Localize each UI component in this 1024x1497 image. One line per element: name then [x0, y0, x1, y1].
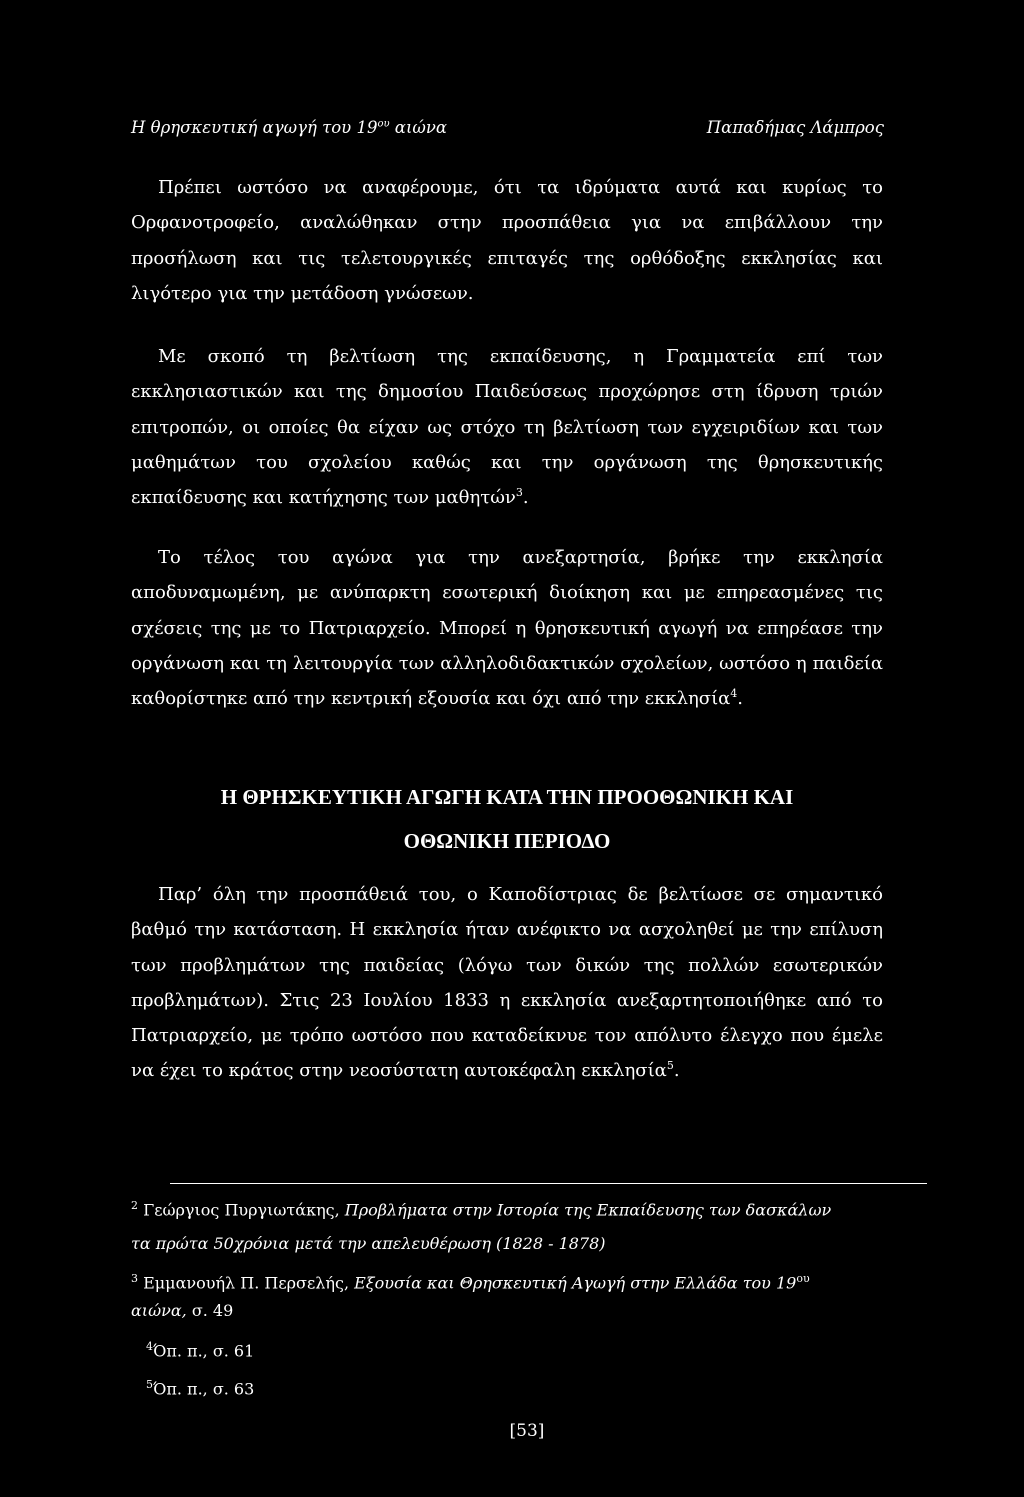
footnote-ref-3[interactable]: 3 [515, 486, 523, 500]
footnote-2-title: Προβλήματα στην Ιστορία της Εκπαίδευσης των δασκάλων [344, 1200, 832, 1220]
footnote-2-title-cont: τα πρώτα 50χρόνια μετά την απελευθέρωση (1828 - 1878) [131, 1234, 606, 1253]
paragraph-3 [131, 540, 883, 716]
footnote-separator [170, 1183, 927, 1184]
footnote-2-number: 2 [131, 1199, 138, 1212]
paragraph-2-end: . [522, 487, 529, 509]
footnote-5 [146, 1376, 906, 1398]
header-title-superscript: ου [377, 118, 390, 130]
section-heading-line-1: Η ΘΡΗΣΚΕΥΤΙΚΗ ΑΓΩΓΗ ΚΑΤΑ ΤΗΝ ΠΡΟΟΘΩΝΙΚΗ ΚΑΙ [220, 785, 794, 809]
footnote-2-continued [131, 1235, 891, 1253]
paragraph-4-text: Παρ’ όλη την προσπάθειά του, ο Καποδίστριας δε βελτίωσε σε σημαντικό βαθμό την κατάσταση. Η εκκλησία ήταν ανέφικτο να ασχοληθεί με την επίλυση των προβλημάτων της παιδείας (λόγω των δικών της πολλών εσωτερικών προβλημάτων). Στις 23 Ιουλίου 1833 η εκκλησία ανεξαρτητοποιήθηκε από το Πατριαρχείο, με τρόπο ωστόσο που καταδείκνυε τον απόλυτο έλεγχο που έμελε να έχει το κράτος στην νεοσύστατη αυτοκέφαλη εκκλησία [131, 884, 883, 1082]
paragraph-4-end: . [673, 1060, 680, 1082]
footnote-3-title: Εξουσία και Θρησκευτική Αγωγή στην Ελλάδα του 19 [354, 1273, 797, 1293]
header-title [131, 118, 447, 137]
footnote-4 [146, 1338, 906, 1360]
footnote-2 [131, 1197, 891, 1219]
paragraph-2 [131, 339, 883, 515]
section-heading-line-2: ΟΘΩΝΙΚΗ ΠΕΡΙΟΔΟ [403, 829, 611, 853]
footnote-3-author: Εμμανουήλ Π. Περσελής, [138, 1273, 355, 1293]
footnote-5-text: Όπ. π., σ. 63 [153, 1379, 255, 1399]
footnote-3-page: σ. 49 [186, 1301, 234, 1320]
footnote-4-text: Όπ. π., σ. 61 [153, 1341, 255, 1361]
footnote-ref-5[interactable]: 5 [666, 1059, 674, 1073]
footnote-4-number: 4 [146, 1340, 153, 1353]
footnote-3-continued [131, 1302, 891, 1320]
paragraph-1 [131, 170, 883, 311]
footnote-3-number: 3 [131, 1272, 138, 1285]
footnote-3 [131, 1270, 891, 1292]
header-title-suffix: αιώνα [389, 118, 448, 137]
footnote-5-number: 5 [146, 1378, 153, 1391]
footnote-ref-4[interactable]: 4 [730, 687, 738, 701]
footnote-3-title-superscript: ου [796, 1272, 810, 1285]
footnote-3-title-cont: αιώνα, [131, 1301, 187, 1320]
header-author: Παπαδήμας Λάμπρος [706, 118, 884, 137]
footnote-2-author: Γεώργιος Πυργιωτάκης, [138, 1200, 345, 1220]
paragraph-2-text: Με σκοπό τη βελτίωση της εκπαίδευσης, η Γραμματεία επί των εκκλησιαστικών και της δημοσίου Παιδεύσεως προχώρησε στη ίδρυση τριών επιτροπών, οι οποίες θα είχαν ως στόχο τη βελτίωση των εγχειριδίων και των μαθημάτων του σχολείου καθώς και την οργάνωση της θρησκευτικής εκπαίδευσης και κατήχησης των μαθητών [131, 346, 883, 509]
paragraph-1-text: Πρέπει ωστόσο να αναφέρουμε, ότι τα ιδρύματα αυτά και κυρίως το Ορφανοτροφείο, αναλώθηκαν στην προσπάθεια για να επιβάλλουν την προσήλωση και τις τελετουργικές επιταγές της ορθόδοξης εκκλησίας και λιγότερο για την μετάδοση γνώσεων. [131, 177, 883, 304]
paragraph-3-text: Το τέλος του αγώνα για την ανεξαρτησία, βρήκε την εκκλησία αποδυναμωμένη, με ανύπαρκτη εσωτερική διοίκηση και με επηρεασμένες τις σχέσεις της με το Πατριαρχείο. Μπορεί η θρησκευτική αγωγή να επηρέασε την οργάνωση και τη λειτουργία των αλληλοδιδακτικών σχολείων, ωστόσο η παιδεία καθορίστηκε από την κεντρική εξουσία και όχι από την εκκλησία [131, 547, 883, 710]
paragraph-3-end: . [737, 688, 744, 710]
paragraph-4 [131, 877, 883, 1089]
page-number: [53] [509, 1421, 545, 1441]
running-header [131, 118, 884, 148]
header-title-text: Η θρησκευτική αγωγή του 19 [131, 118, 378, 137]
